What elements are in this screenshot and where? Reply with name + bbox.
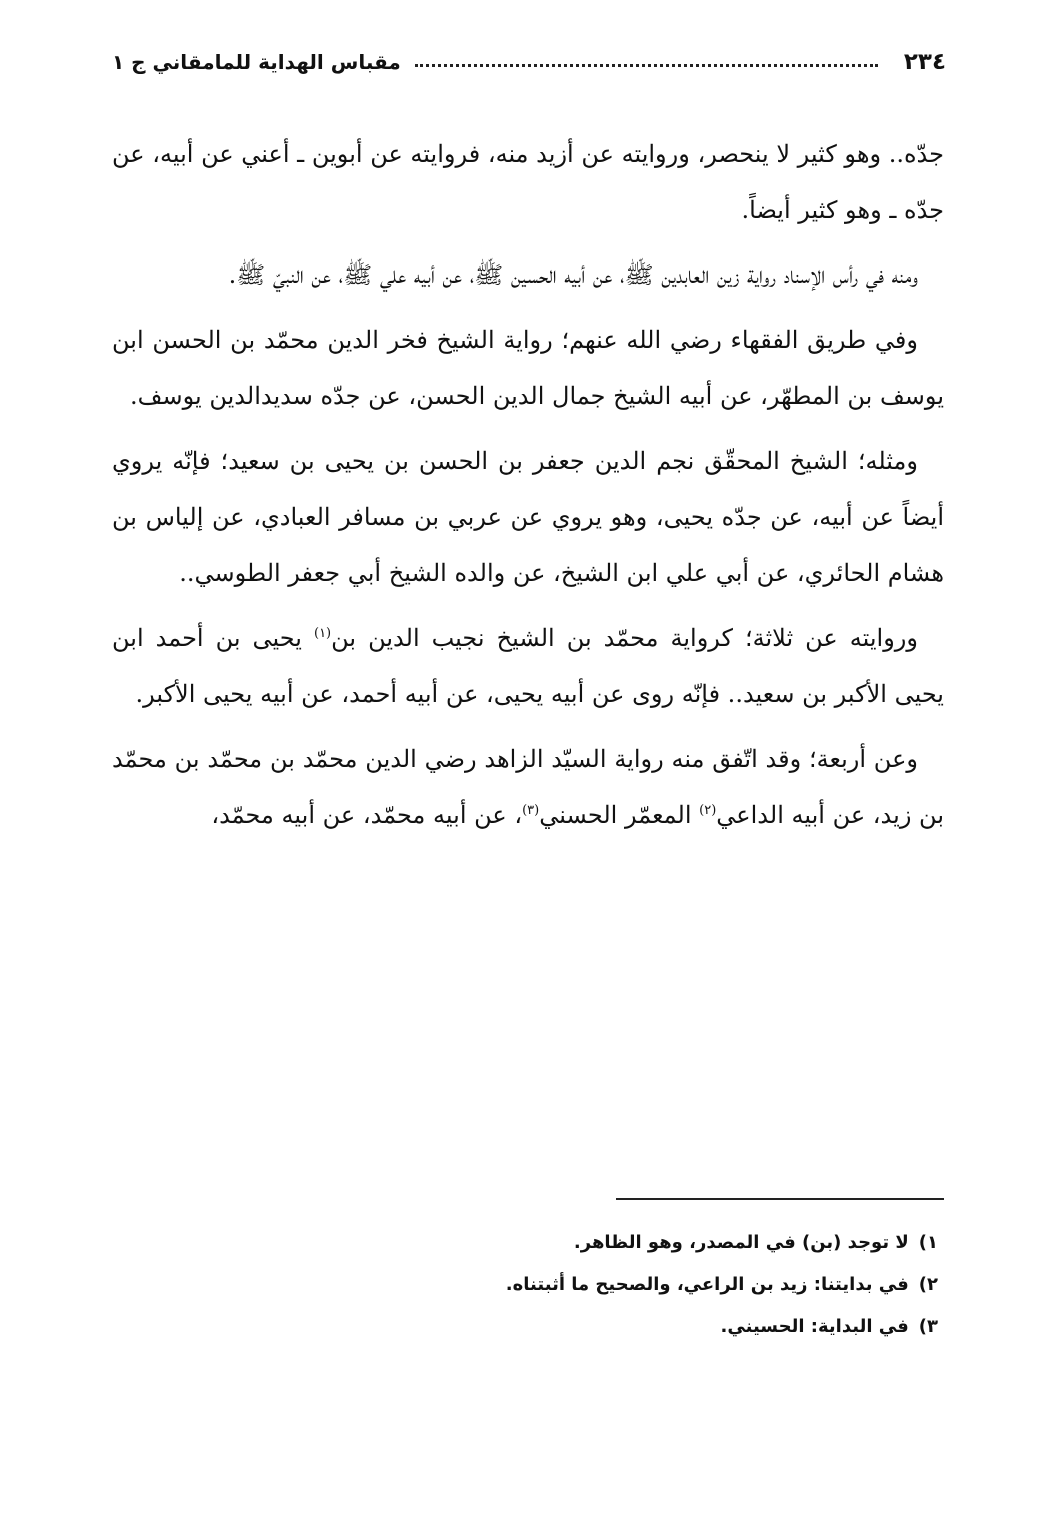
paragraph: جدّه.. وهو كثير لا ينحصر، وروايته عن أزيد منه، فروايته عن أبوين ـ أعني عن أبيه، عن جدّه ـ وهو كثير أيضاً. bbox=[112, 140, 944, 224]
paragraph: ومثله؛ الشيخ المحقّق نجم الدين جعفر بن الحسن بن يحيى بن سعيد؛ فإنّه يروي أيضاً عن أبيه، عن جدّه يحيى، وهو يروي عن عربي بن مسافر العبادي، عن إلياس بن هشام الحائري، عن أبي علي ابن الشيخ، عن والده الشيخ أبي جعفر الطوسي.. bbox=[112, 447, 944, 587]
footnote-number: ٣) bbox=[918, 1316, 938, 1337]
footnote-marker: (٣) bbox=[522, 803, 540, 818]
paragraph bbox=[112, 610, 944, 722]
footnote-number: ١) bbox=[918, 1232, 938, 1253]
footnote-marker: (٢) bbox=[699, 803, 717, 818]
paragraph-text: ، عن أبيه محمّد، عن أبيه محمّد، bbox=[211, 801, 523, 829]
footnote bbox=[112, 1222, 938, 1264]
paragraph: وفي طريق الفقهاء رضي الله عنهم؛ رواية الشيخ فخر الدين محمّد بن الحسن ابن يوسف بن المطهّر، عن أبيه الشيخ جمال الدين الحسن، عن جدّه سديدالدين يوسف. bbox=[112, 326, 944, 410]
footnote bbox=[112, 1264, 938, 1306]
footnote-text: في بدايتنا: زيد بن الراعي، والصحيح ما أثبتناه. bbox=[505, 1274, 909, 1295]
footnote-separator bbox=[616, 1198, 944, 1200]
leader-dots bbox=[415, 64, 878, 67]
paragraph-text: وعن أربعة؛ وقد اتّفق منه رواية السيّد الزاهد رضي الدين محمّد بن محمّد بن محمّد بن زيد، عن أبيه الداعي bbox=[112, 745, 944, 829]
paragraph-text: وروايته عن ثلاثة؛ كرواية محمّد بن الشيخ نجيب الدين بن bbox=[331, 624, 918, 652]
footnote bbox=[112, 1306, 938, 1348]
footnote-number: ٢) bbox=[918, 1274, 938, 1295]
paragraph-text: يحيى بن أحمد ابن يحيى الأكبر بن سعيد.. فإنّه روى عن أبيه يحيى، عن أبيه أحمد، عن أبيه يحيى الأكبر. bbox=[112, 624, 944, 708]
paragraph-text: المعمّر الحسني bbox=[539, 801, 700, 829]
footnote-text: في البداية: الحسيني. bbox=[720, 1316, 909, 1337]
paragraph: ومنه في رأس الإسناد رواية زين العابدين ﷺ، عن أبيه الحسين ﷺ، عن أبيه علي ﷺ، عن النبيّ ﷺ. bbox=[228, 261, 918, 289]
paragraph bbox=[112, 731, 944, 843]
page-number: ٢٣٤ bbox=[903, 49, 946, 75]
book-title: مقباس الهداية للمامقاني ج ١ bbox=[112, 50, 401, 74]
running-header bbox=[112, 42, 946, 82]
main-text bbox=[112, 126, 944, 852]
footnotes bbox=[112, 1222, 938, 1348]
footnote-marker: (١) bbox=[313, 626, 332, 641]
footnote-text: لا توجد (بن) في المصدر، وهو الظاهر. bbox=[573, 1232, 909, 1253]
